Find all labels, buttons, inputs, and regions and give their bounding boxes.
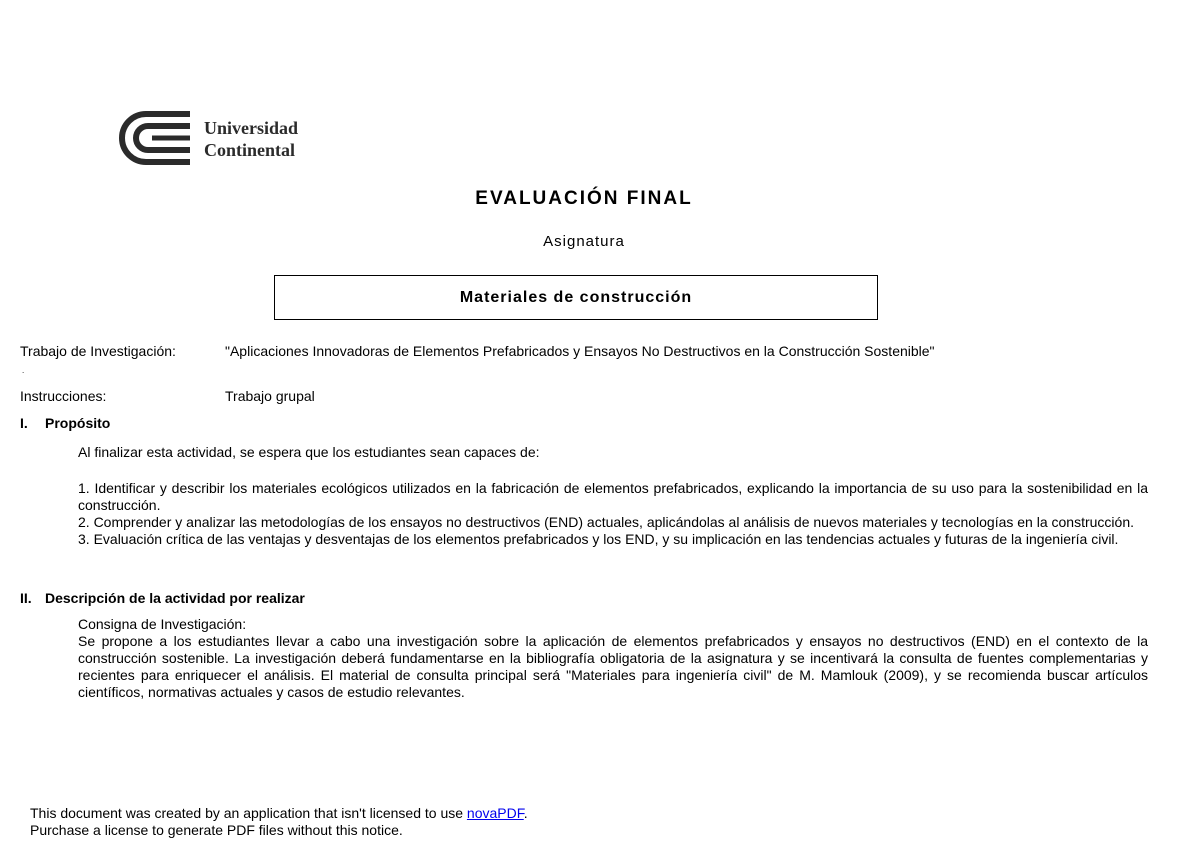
section-2-heading xyxy=(20,590,305,606)
objectives-list xyxy=(78,480,1148,548)
section-1-title: Propósito xyxy=(45,415,111,431)
work-title: "Aplicaciones Innovadoras de Elementos Prefabricados y Ensayos No Destructivos en la Construcción Sostenible" xyxy=(225,343,935,359)
objective-item: 2. Comprender y analizar las metodologías de los ensayos no destructivos (END) actuales, aplicándolas al análisis de nuevos materiales y tecnologías en la construcción. xyxy=(78,514,1135,530)
instructions-value: Trabajo grupal xyxy=(225,388,315,404)
section-1-heading xyxy=(20,415,110,431)
novapdf-link[interactable]: novaPDF xyxy=(466,805,524,821)
logo-line-1: Universidad xyxy=(204,118,299,138)
consigna-text: Se propone a los estudiantes llevar a cabo una investigación sobre la aplicación de elementos prefabricados y ensayos no destructivos (END) en el contexto de la construcción sostenible. La investigación deberá fundamentarse en la bibliografía obligatoria de la asignatura y se incentivará la consulta de fuentes complementarias y recientes para enriquecer el análisis. El material de consulta principal será "Materiales para ingeniería civil" de M. Mamlouk (2009), y se recomienda buscar artículos científicos, normativas actuales y casos de estudio relevantes. xyxy=(78,633,1148,700)
section-2-title: Descripción de la actividad por realizar xyxy=(45,590,305,606)
logo-line-2: Continental xyxy=(204,140,296,160)
section-2-number: II. xyxy=(20,590,32,606)
university-logo xyxy=(118,110,318,166)
objective-item: 3. Evaluación crítica de las ventajas y desventajas de los elementos prefabricados y los END, y su implicación en las tendencias actuales y futuras de la ingeniería civil. xyxy=(78,531,1119,547)
license-notice-line-2: Purchase a license to generate PDF files without this notice. xyxy=(30,822,403,838)
subject-box xyxy=(274,275,878,320)
consigna-label: Consigna de Investigación: xyxy=(78,616,247,632)
license-notice xyxy=(30,805,528,839)
work-label: Trabajo de Investigación: xyxy=(20,343,176,359)
consigna-block xyxy=(78,616,1148,701)
license-notice-period: . xyxy=(523,805,528,821)
section-1-intro: Al finalizar esta actividad, se espera que los estudiantes sean capaces de: xyxy=(78,444,540,460)
subject-label: Asignatura xyxy=(543,233,625,250)
license-notice-text: This document was created by an application that isn't licensed to use xyxy=(30,805,467,821)
objective-item: 1. Identificar y describir los materiales ecológicos utilizados en la fabricación de elementos prefabricados, explicando la importancia de su uso para la sostenibilidad en la construcción. xyxy=(78,480,1148,513)
license-notice-line-1 xyxy=(30,805,528,822)
subject-name: Materiales de construcción xyxy=(459,288,693,306)
document-title: EVALUACIÓN FINAL xyxy=(475,188,693,209)
universidad-continental-logo-icon xyxy=(118,110,198,166)
stray-dot: . xyxy=(22,366,25,375)
section-1-number: I. xyxy=(20,415,28,431)
instructions-label: Instrucciones: xyxy=(20,388,107,404)
